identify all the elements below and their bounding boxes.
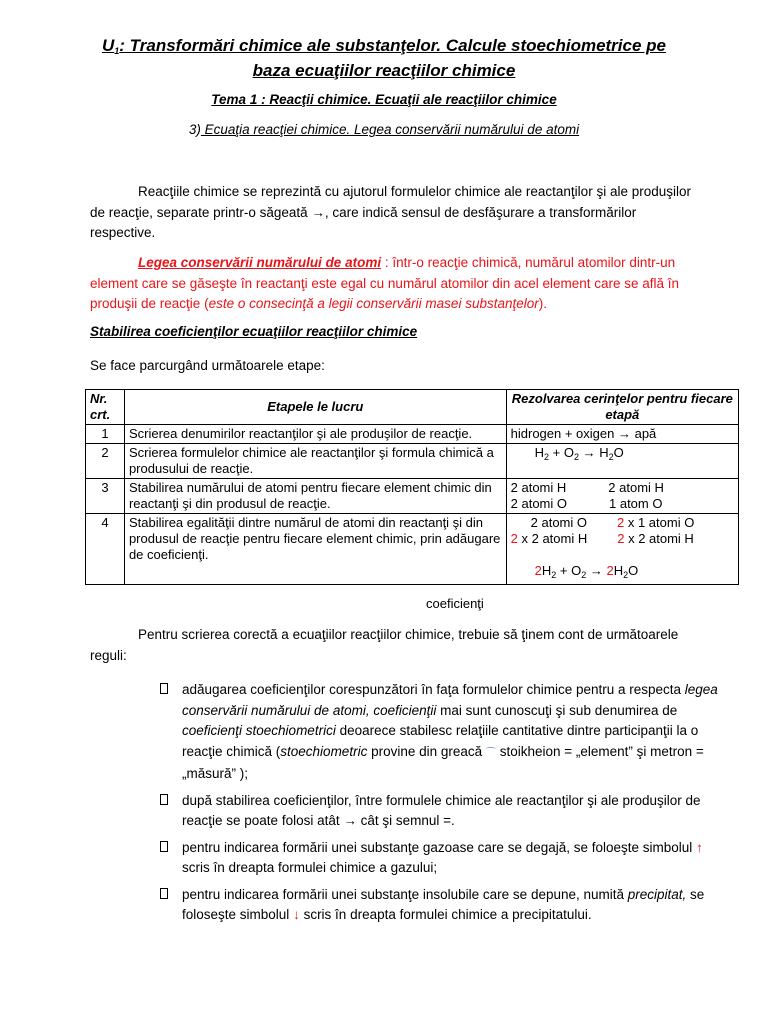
bullet-box-icon: [160, 888, 168, 899]
coefficient: 2: [617, 515, 625, 530]
row-step: Scrierea denumirilor reactanţilor şi ale produşilor de reacţie.: [124, 425, 506, 444]
title-unit-index: 1: [114, 46, 120, 56]
list-item: după stabilirea coeficienţilor, între formulele chimice ale reactanţilor şi ale produşilor de reacţie se poate folosi atât → cât şi semnul =.: [160, 791, 730, 832]
atoms-o-products: 1 atom O: [609, 496, 663, 511]
row-number: 3: [86, 479, 125, 514]
formula-o2: + $O_2$: [549, 445, 579, 462]
balance-h-products: x 2 atomi H: [624, 531, 694, 546]
list-item: pentru indicarea formării unei substanţe gazoase care se degajă, se foloeşte simbolul ↑ scris în dreapta formulei chimice a gazului;: [160, 838, 730, 879]
table-row: [86, 479, 739, 514]
rules-list: [160, 680, 730, 932]
law-note: este o consecinţă a legii conservării masei substanţelor: [208, 296, 539, 311]
law-paragraph: [90, 253, 702, 315]
coefficients-label: coeficienţi: [426, 596, 484, 611]
atoms-h-reactants: 2 atomi H: [510, 480, 567, 495]
law-text: : într-o reacţie chimică, numărul atomilor dintr-un element care se găseşte în reactanţi este egal cu numărul atomilor din acel element care se află în produşii de reacţie (: [90, 255, 680, 311]
balance-o-reactants: 2 atomi O: [530, 515, 587, 530]
steps-table: [85, 389, 739, 585]
row-number: 4: [86, 514, 125, 585]
row-number: 2: [86, 444, 125, 479]
atoms-o-reactants: 2 atomi O: [510, 496, 567, 511]
intro-paragraph: [90, 182, 702, 244]
balance-o-products: x 1 atomi O: [624, 515, 695, 530]
lesson-number: 3): [188, 122, 201, 137]
row-solution: [506, 514, 738, 585]
bullet-box-icon: [160, 683, 168, 694]
header-steps: Etapele le lucru: [124, 390, 506, 425]
balance-h-reactants: x 2 atomi H: [517, 531, 588, 546]
header-solution: Rezolvarea cerinţelor pentru fiecare etapă: [506, 390, 738, 425]
header-nr: Nr. crt.: [86, 390, 125, 425]
balanced-equation: $2H_2 + O_2 \to 2H_2O$: [534, 563, 639, 580]
link-mark-icon: ⌒: [485, 747, 496, 759]
bullet-box-icon: [160, 841, 168, 852]
row-step: Stabilirea egalităţii dintre numărul de atomi din reactanţi şi din produsul de reacţie pentru fiecare element chimic, prin adăugare de coeficienţi.: [124, 514, 506, 585]
gas-arrow: ↑: [696, 839, 703, 855]
theme-title: Tema 1 : Reacţii chimice. Ecuaţii ale reacţiilor chimice: [211, 92, 557, 107]
coefficient: 2: [617, 531, 625, 546]
row-step: Scrierea formulelor chimice ale reactanţilor şi formula chimică a produsului de reacţie.: [124, 444, 506, 479]
lesson-name: Ecuaţia reacţiei chimice. Legea conservării numărului de atomi: [200, 122, 580, 137]
atoms-h-products: 2 atomi H: [608, 480, 664, 495]
lesson-title: [70, 122, 698, 137]
row-solution: [506, 479, 738, 514]
table-row: [86, 425, 739, 444]
row-solution: [506, 444, 738, 479]
coefficient: 2: [510, 531, 518, 546]
section-intro: Se face parcurgând următoarele etape:: [90, 358, 325, 373]
formula-h2: $H_2$: [534, 445, 550, 462]
rules-intro: [90, 625, 702, 666]
document-title: [70, 36, 698, 81]
law-end: ).: [538, 296, 547, 311]
title-line1: : Transformări chimice ale substanţelor. Calcule stoechiometrice pe: [119, 36, 666, 55]
list-item: adăugarea coeficienţilor corespunzători în faţa formulelor chimice pentru a respecta legea conservării numărului de atomi, coeficienţii mai sunt cunoscuţi şi sub denumirea de coeficienţi stoechiometrici deoarece stabilesc relaţiile cantitative dintre participanţii la o reacţie chimică (stoechiometric provine din greacă ⌒ stoikheion = „element” şi metron = „măsură” );: [160, 680, 730, 785]
table-header-row: [86, 390, 739, 425]
table-row: [86, 514, 739, 585]
formula-h2o: → $H_2O$: [579, 445, 624, 462]
row-solution: hidrogen + oxigen → apă: [506, 425, 738, 444]
section-title: Stabilirea coeficienţilor ecuaţiilor reacţiilor chimice: [90, 324, 418, 339]
rules-intro-text: Pentru scrierea corectă a ecuaţiilor reacţiilor chimice, trebuie să ţinem cont de următoarele reguli:: [90, 627, 679, 663]
row-step: Stabilirea numărului de atomi pentru fiecare element chimic din reactanţi şi din produsul de reacţie.: [124, 479, 506, 514]
title-line2: baza ecuaţiilor reacţiilor chimice: [252, 61, 516, 80]
title-unit: U: [101, 36, 115, 55]
intro-text: Reacţiile chimice se reprezintă cu ajutorul formulelor chimice ale reactanţilor şi ale produşilor de reacţie, separate printr-o săgeată →, care indică sensul de desfăşurare a transformărilor respective.: [90, 184, 691, 240]
list-item: pentru indicarea formării unei substanţe insolubile care se depune, numită precipitat, se foloseşte simbolul ↓ scris în dreapta formulei chimice a precipitatului.: [160, 885, 730, 926]
row-number: 1: [86, 425, 125, 444]
precipitate-arrow: ↓: [293, 907, 300, 922]
law-name: Legea conservării numărului de atomi: [138, 255, 382, 270]
bullet-box-icon: [160, 794, 168, 805]
table-row: [86, 444, 739, 479]
